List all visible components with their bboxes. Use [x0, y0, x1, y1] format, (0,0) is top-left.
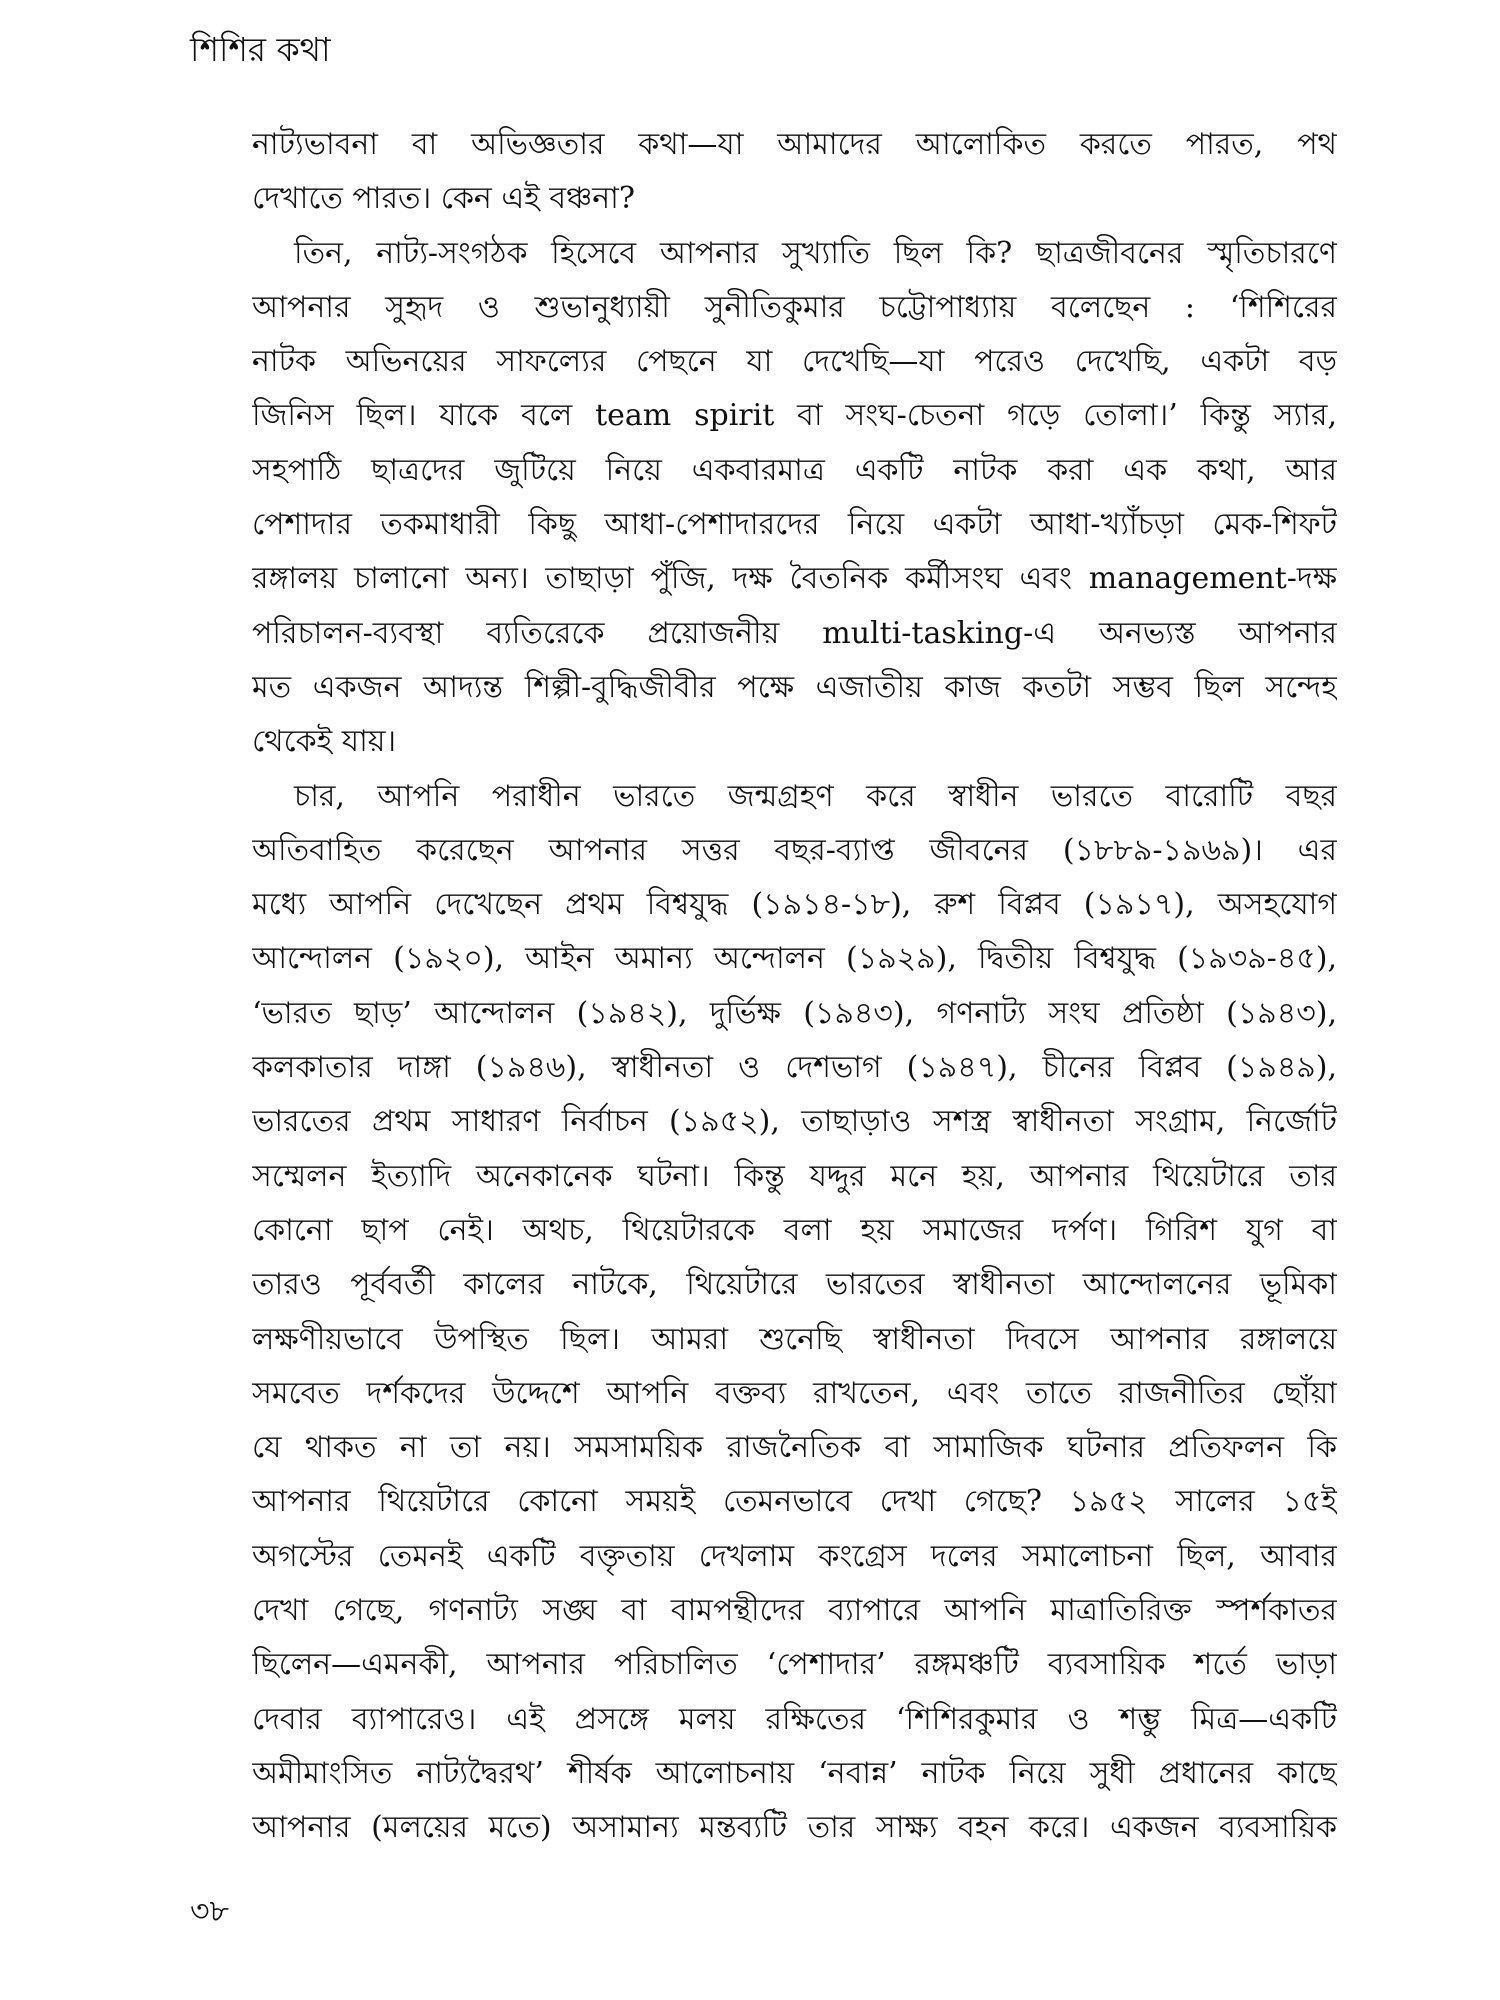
body-line: কোনো ছাপ নেই। অথচ, থিয়েটারকে বলা হয় সমাজের দর্পণ। গিরিশ যুগ বা: [252, 1212, 1337, 1248]
body-line: রঙ্গালয় চালানো অন্য। তাছাড়া পুঁজি, দক্ষ বৈতনিক কর্মীসংঘ এবং management-দক্ষ: [252, 561, 1337, 597]
body-line: ‘ভারত ছাড়’ আন্দোলন (১৯৪২), দুর্ভিক্ষ (১৯৪৩), গণনাট্য সংঘ প্রতিষ্ঠা (১৯৪৩),: [252, 995, 1337, 1031]
body-line: লক্ষণীয়ভাবে উপস্থিত ছিল। আমরা শুনেছি স্বাধীনতা দিবসে আপনার রঙ্গালয়ে: [252, 1321, 1337, 1357]
body-line: নাট্যভাবনা বা অভিজ্ঞতার কথা—যা আমাদের আলোকিত করতে পারত, পথ: [252, 127, 1337, 162]
body-line: আপনার (মলয়ের মতে) অসামান্য মন্তব্যটি তার সাক্ষ্য বহন করে। একজন ব্যবসায়িক: [252, 1810, 1337, 1846]
body-line: কলকাতার দাঙ্গা (১৯৪৬), স্বাধীনতা ও দেশভাগ (১৯৪৭), চীনের বিপ্লব (১৯৪৯),: [252, 1050, 1337, 1086]
body-line: যে থাকত না তা নয়। সমসাময়িক রাজনৈতিক বা সামাজিক ঘটনার প্রতিফলন কি: [252, 1430, 1337, 1466]
body-line: তারও পূর্ববর্তী কালের নাটকে, থিয়েটারে ভারতের স্বাধীনতা আন্দোলনের ভূমিকা: [252, 1267, 1337, 1303]
body-line: দেবার ব্যাপারেও। এই প্রসঙ্গে মলয় রক্ষিতের ‘শিশিরকুমার ও শম্ভু মিত্র—একটি: [252, 1701, 1337, 1737]
body-line: থেকেই যায়।: [252, 724, 397, 760]
body-line: অমীমাংসিত নাট্যদ্বৈরথ’ শীর্ষক আলোচনায় ‘নবান্ন’ নাটক নিয়ে সুধী প্রধানের কাছে: [252, 1755, 1337, 1791]
body-line: জিনিস ছিল। যাকে বলে team spirit বা সংঘ-চেতনা গড়ে তোলা।’ কিন্তু স্যার,: [252, 398, 1337, 434]
body-line: তিন, নাট্য-সংগঠক হিসেবে আপনার সুখ্যাতি ছিল কি? ছাত্রজীবনের স্মৃতিচারণে: [294, 235, 1337, 271]
body-line: সমবেত দর্শকদের উদ্দেশে আপনি বক্তব্য রাখতেন, এবং তাতে রাজনীতির ছোঁয়া: [252, 1375, 1337, 1411]
body-line: সম্মেলন ইত্যাদি অনেকানেক ঘটনা। কিন্তু যদ্দুর মনে হয়, আপনার থিয়েটারে তার: [252, 1158, 1337, 1194]
body-line: ছিলেন—এমনকী, আপনার পরিচালিত ‘পেশাদার’ রঙ্গমঞ্চটি ব্যবসায়িক শর্তে ভাড়া: [252, 1647, 1337, 1683]
page-number: ৩৮: [190, 1894, 229, 1929]
body-line: আপনার থিয়েটারে কোনো সময়ই তেমনভাবে দেখা গেছে? ১৯৫২ সালের ১৫ই: [252, 1484, 1337, 1520]
running-header: শিশির কথা: [190, 30, 331, 69]
body-line: মত একজন আদ্যন্ত শিল্পী-বুদ্ধিজীবীর পক্ষে এজাতীয় কাজ কতটা সম্ভব ছিল সন্দেহ: [252, 669, 1337, 705]
body-line: অগস্টের তেমনই একটি বক্তৃতায় দেখলাম কংগ্রেস দলের সমালোচনা ছিল, আবার: [252, 1538, 1337, 1574]
body-line: পরিচালন-ব্যবস্থা ব্যতিরেকে প্রয়োজনীয় multi-tasking-এ অনভ্যস্ত আপনার: [252, 615, 1337, 651]
body-line: দেখা গেছে, গণনাট্য সঙ্ঘ বা বামপন্থীদের ব্যাপারে আপনি মাত্রাতিরিক্ত স্পর্শকাতর: [252, 1593, 1337, 1629]
body-line: সহপাঠি ছাত্রদের জুটিয়ে নিয়ে একবারমাত্র একটি নাটক করা এক কথা, আর: [252, 452, 1337, 488]
body-line: পেশাদার তকমাধারী কিছু আধা-পেশাদারদের নিয়ে একটা আধা-খ্যাঁচড়া মেক-শিফট: [252, 507, 1337, 543]
body-line: চার, আপনি পরাধীন ভারতে জন্মগ্রহণ করে স্বাধীন ভারতে বারোটি বছর: [294, 778, 1337, 814]
body-line: নাটক অভিনয়ের সাফল্যের পেছনে যা দেখেছি—যা পরেও দেখেছি, একটা বড়: [252, 344, 1337, 380]
body-line: মধ্যে আপনি দেখেছেন প্রথম বিশ্বযুদ্ধ (১৯১৪-১৮), রুশ বিপ্লব (১৯১৭), অসহযোগ: [252, 887, 1337, 923]
body-line: দেখাতে পারত। কেন এই বঞ্চনা?: [252, 181, 635, 217]
body-line: আপনার সুহৃদ ও শুভানুধ্যায়ী সুনীতিকুমার চট্টোপাধ্যায় বলেছেন : ‘শিশিরের: [252, 289, 1337, 325]
page-body: [252, 118, 1337, 1856]
body-line: অতিবাহিত করেছেন আপনার সত্তর বছর-ব্যাপ্ত জীবনের (১৮৮৯-১৯৬৯)। এর: [252, 832, 1337, 868]
body-line: আন্দোলন (১৯২০), আইন অমান্য অন্দোলন (১৯২৯), দ্বিতীয় বিশ্বযুদ্ধ (১৯৩৯-৪৫),: [252, 941, 1337, 977]
body-line: ভারতের প্রথম সাধারণ নির্বাচন (১৯৫২), তাছাড়াও সশস্ত্র স্বাধীনতা সংগ্রাম, নির্জোট: [252, 1104, 1337, 1140]
